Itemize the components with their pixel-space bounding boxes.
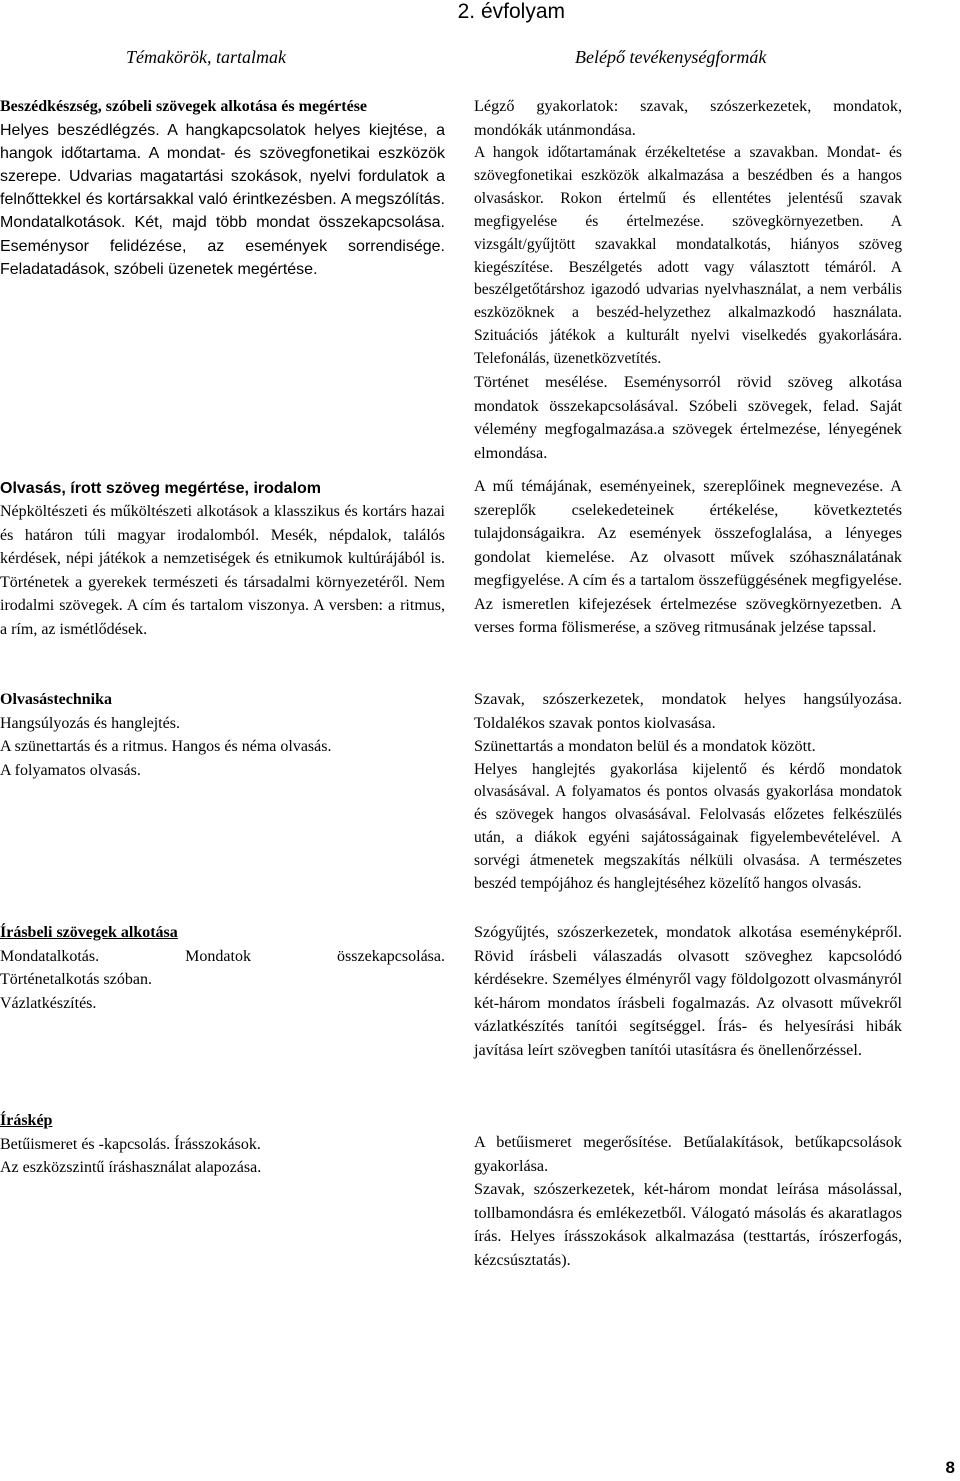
technique-section [0, 688, 445, 782]
technique-title: Olvasástechnika [0, 691, 113, 708]
technique-line-2: A szünettartás és a ritmus. Hangos és néma olvasás. [0, 738, 332, 755]
writing-section [0, 921, 445, 1015]
speech-section [0, 95, 445, 281]
activity-p10: Szavak, szószerkezetek, két-három mondat leírása másolással, tollbamondásra és emlékezetből. Válogató másolás és akaratlagos írás. Helyes írásszokások alkalmazása (testtartás, írószerfogás, kézcsúsztatás). [474, 1180, 902, 1269]
writing-line-2: Történetalkotás szóban. [0, 971, 152, 988]
activity-p7: Helyes hanglejtés gyakorlása kijelentő és kérdő mondatok olvasásával. A folyamatos és pontos olvasás gyakorlása mondatok és szövegek hangos olvasásával. Felolvasás előzetes felkészülés után, a diákok egyéni sajátosságainak figyelembevételével. A sorvégi átmenetek megszakítás nélküli olvasása. A természetes beszéd tempójához és hanglejtéséhez közelítő hangos olvasás. [474, 760, 902, 893]
writing-line-1: Mondatalkotás. Mondatok összekapcsolása. [0, 947, 445, 965]
activity-p9: A betűismeret megerősítése. Betűalakítások, betűkapcsolások gyakorlása. [474, 1133, 902, 1175]
speech-body: Helyes beszédlégzés. A hangkapcsolatok helyes kiejtése, a hangok időtartama. A mondat- és szövegfonetikai eszközök szerepe. Udvarias magatartási szokások, nyelvi fordulatok a felnőttekkel és kortársakkal való érintkezésben. A megszólítás. Mondatalkotások. Két, majd több mondat összekapcsolása. Eseménysor felidézése, az események sorrendisége. Feladatadások, szóbeli üzenetek megértése. [0, 121, 445, 278]
grade-header: 2. évfolyam [457, 0, 565, 23]
reading-body: Népköltészeti és műköltészeti alkotások a klasszikus és kortárs hazai és határon túli magyar irodalomból. Mesék, népdalok, találós kérdések, népi játékok a nemzetiségek és etnikumok kultúrájából is. Történetek a gyerekek természeti és társadalmi környezetéről. Nem irodalmi szövegek. A cím és tartalom viszonya. A versben: a ritmus, a rím, az ismétlődések. [0, 503, 445, 638]
activity-p1: Légző gyakorlatok: szavak, szószerkezetek, mondatok, mondókák utánmondása. [474, 97, 902, 139]
speech-title: Beszédkészség, szóbeli szövegek alkotása és megértése [0, 98, 368, 115]
script-line-2: Az eszközszintű íráshasználat alapozása. [0, 1159, 262, 1176]
activity-p8: Szógyűjtés, szószerkezetek, mondatok alkotása eseményképről. Rövid írásbeli válaszadás olvasott szöveghez kapcsolódó kérdésekre. Személyes élményről vagy földolgozott olvasmányról két-három mondatos írásbeli fogalmazás. Az olvasott művekről vázlatkészítés tanítói segítséggel. Írás- és helyesírási hibák javítása leírt szövegben tanítói utasításra és önellenőrzéssel. [474, 923, 902, 1059]
script-section [0, 1109, 445, 1180]
reading-section [0, 477, 445, 641]
activities-writing [474, 921, 902, 1062]
activity-p6: Szünettartás a mondaton belül és a mondatok között. [474, 737, 816, 755]
activities-technique [474, 688, 902, 896]
activities-script [474, 1131, 902, 1272]
reading-title: Olvasás, írott szöveg megértése, irodalom [0, 480, 322, 497]
left-column-title: Témakörök, tartalmak [126, 47, 286, 67]
script-title: Íráskép [0, 1112, 53, 1129]
activity-p2: A hangok időtartamának érzékeltetése a szavakban. Mondat- és szövegfonetikai eszközök alkalmazása a beszédben és a hangos olvasáskor. Rokon értelmű és ellentétes jelentésű szavak megfigyelése és értelmezése. szövegkörnyezetben. A vizsgált/gyűjtött szavakkal mondatalkotás, hiányos szöveg kiegészítése. Beszélgetés adott vagy választott témáról. A beszélgetőtárshoz igazodó udvarias nyelvhasználat, a nem verbális eszközöknek a beszéd-helyzethez alkalmazkodó használata. Szituációs játékok a kulturált nyelvi viselkedés gyakorlására. Telefonálás, üzenetközvetítés. [474, 144, 902, 368]
activities-reading [474, 475, 902, 640]
activity-p3: Történet mesélése. Eseménysorról rövid szöveg alkotása mondatok összekapcsolásával. Szóbeli szövegek, felad. Saját vélemény megfogalmazása.a szövegek értelmezése, lényegének elmondása. [474, 373, 902, 462]
activities-speech [474, 95, 902, 465]
activity-p5: Szavak, szószerkezetek, mondatok helyes hangsúlyozása. Toldalékos szavak pontos kiolvasása. [474, 690, 902, 732]
technique-line-3: A folyamatos olvasás. [0, 761, 141, 779]
activity-p4: A mű témájának, eseményeinek, szereplőinek megnevezése. A szereplők cselekedeteinek értékelése, következtetés tulajdonságaikra. Az események összefoglalása, a lényeges gondolat kiemelése. Az olvasott művek szóhasználatának megfigyelése. A cím és a tartalom összefüggésének megfigyelése. Az ismeretlen kifejezések értelmezése szövegkörnyezetben. A verses forma fölismerése, a szöveg ritmusának jelzése tapssal. [474, 477, 902, 636]
technique-line-1: Hangsúlyozás és hanglejtés. [0, 714, 180, 732]
script-line-1: Betűismeret és -kapcsolás. Írásszokások. [0, 1135, 261, 1153]
writing-line-3: Vázlatkészítés. [0, 994, 97, 1012]
right-column-title: Belépő tevékenységformák [575, 47, 767, 67]
writing-title: Írásbeli szövegek alkotása [0, 924, 178, 941]
page-number: 8 [945, 1458, 955, 1477]
